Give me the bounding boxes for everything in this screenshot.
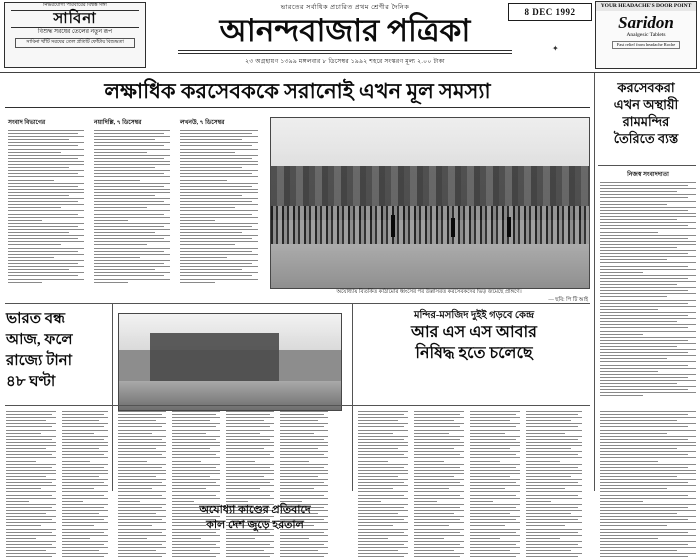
masthead-dateline: ২৩ অগ্রহায়ণ ১৩৯৯ মঙ্গলবার ৮ ডিসেম্বর ১৯৯২ শহরে সংস্করণ মূল্য ২.০০ টাকা (245, 59, 445, 65)
photo-building (150, 333, 279, 386)
column-label: নিজস্ব সংবাদদাতা (627, 172, 669, 178)
column-label: নয়াদিল্লি, ৭ ডিসেম্বর (94, 120, 142, 126)
body-text (172, 411, 220, 557)
mid-story-line-1: আর এস এস আবার (411, 324, 537, 341)
column-rule-mid (352, 303, 353, 491)
ad-left[interactable] (4, 2, 146, 68)
ad-right-desc: Analgesic Tablets (626, 32, 666, 38)
photo-figure (391, 215, 395, 237)
ad-right-foot: Fast relief from headache Roche (612, 41, 680, 49)
bottom-story-line-1: অযোধ্যা কাণ্ডের প্রতিবাদে (199, 504, 311, 516)
body-text (470, 411, 520, 557)
body-text (8, 130, 84, 283)
secondary-photo (118, 313, 342, 411)
lower-column-9 (470, 411, 520, 560)
body-text (6, 411, 56, 557)
lower-column-5 (226, 411, 274, 560)
right-rail-line-4: তৈরিতে ব্যস্ত (613, 131, 679, 146)
left-story-line-3: রাজ্যে টানা (6, 353, 72, 369)
ad-right-top-text: YOUR HEADACHE'S DOOR POINT (596, 2, 696, 11)
column-label: লখনউ, ৭ ডিসেম্বর (180, 120, 225, 126)
photo-figure (507, 217, 511, 237)
mid-story-line-2: নিষিদ্ধ হতে চলেছে (415, 345, 533, 362)
mid-story-headline (358, 309, 590, 364)
right-rail-line-3: রামমন্দির (622, 114, 670, 129)
bottom-story-headline (150, 503, 360, 533)
column-rule-left (112, 303, 113, 491)
bottom-story-line-2: কাল দেশ জুড়ে হরতাল (206, 519, 304, 531)
ad-left-box: সাবিনা খাঁটি সরষের তেল প্রতিটি ফোঁটায় বিশুদ্ধতা (15, 38, 135, 48)
body-text (226, 411, 274, 557)
lead-bottom-divider (5, 303, 590, 304)
right-rail-column (600, 169, 696, 399)
lower-column-1 (6, 411, 56, 560)
body-text (118, 411, 166, 557)
lower-column-4 (172, 411, 220, 560)
lead-photo-credit: — ছবি: পি টি আই (548, 297, 588, 303)
body-text (280, 411, 328, 557)
ad-right-brand: Saridon (618, 13, 674, 32)
photo-figure (451, 218, 455, 237)
lower-column-8 (414, 411, 464, 560)
star-icon: ✦ (552, 44, 559, 53)
body-text (600, 411, 696, 557)
body-text (62, 411, 108, 557)
column-label: সংবাদ বিভাগের (8, 120, 46, 126)
right-rail-line-2: এখন অস্থায়ী (613, 97, 679, 112)
lower-column-2 (62, 411, 108, 560)
mid-story-kicker: মন্দির-মসজিদ দুইই গড়বে কেন্দ্র (413, 310, 535, 321)
lower-column-10 (526, 411, 582, 560)
newspaper-name: আনন্দবাজার পত্রিকা (219, 13, 471, 48)
masthead-title-block (150, 2, 540, 67)
ad-left-brand: সাবিনা (11, 10, 139, 28)
lower-divider (5, 405, 590, 406)
left-story-line-1: ভারত বন্ধ (6, 311, 66, 327)
page-body (0, 73, 700, 531)
date-stamp: 8 DEC 1992 (508, 3, 592, 21)
lead-photo-caption: অযোধ্যায় বিতর্কিত কাঠামোর ধ্বংসের পর উল্লাসরত করসেবকদের ভিড় জমেছে প্রাঙ্গণে। (336, 289, 522, 295)
right-rail-divider (598, 165, 696, 166)
body-text (414, 411, 464, 557)
lower-column-rail (600, 411, 696, 560)
left-story-line-4: ৪৮ ঘণ্টা (6, 374, 56, 390)
lead-photo (270, 117, 590, 289)
lead-column-2 (94, 117, 170, 285)
masthead-divider (178, 50, 512, 54)
ad-left-top-text: নির্ভরযোগ্য পরিবারের বিশ্বস্ত সঙ্গী (43, 3, 107, 8)
lead-headline-block (5, 79, 590, 108)
lower-column-6 (280, 411, 328, 560)
right-rail-line-1: করসেবকরা (617, 80, 675, 95)
left-story-headline (6, 309, 106, 393)
body-text (358, 411, 408, 557)
body-text (94, 130, 170, 283)
body-text (180, 130, 258, 283)
masthead (0, 0, 700, 73)
lower-column-3 (118, 411, 166, 560)
masthead-tagline: ভারতের সর্বাধিক প্রচারিত প্রথম শ্রেণীর দৈনিক (280, 4, 410, 11)
photo-crowd (271, 206, 589, 243)
lower-column-7 (358, 411, 408, 560)
right-rail-headline (596, 79, 696, 147)
column-rule-right (594, 73, 595, 491)
ad-left-sub: বিশুদ্ধ সরষের তেলের নতুন রূপ (37, 29, 113, 35)
body-text (526, 411, 582, 557)
lead-column-1 (8, 117, 84, 285)
lead-column-3 (180, 117, 258, 285)
body-text (600, 182, 696, 396)
lead-headline: লক্ষাধিক করসেবককে সরানোই এখন মূল সমস্যা (104, 79, 491, 103)
left-story-line-2: আজ, ফলে (6, 332, 73, 348)
ad-right[interactable] (595, 1, 697, 69)
